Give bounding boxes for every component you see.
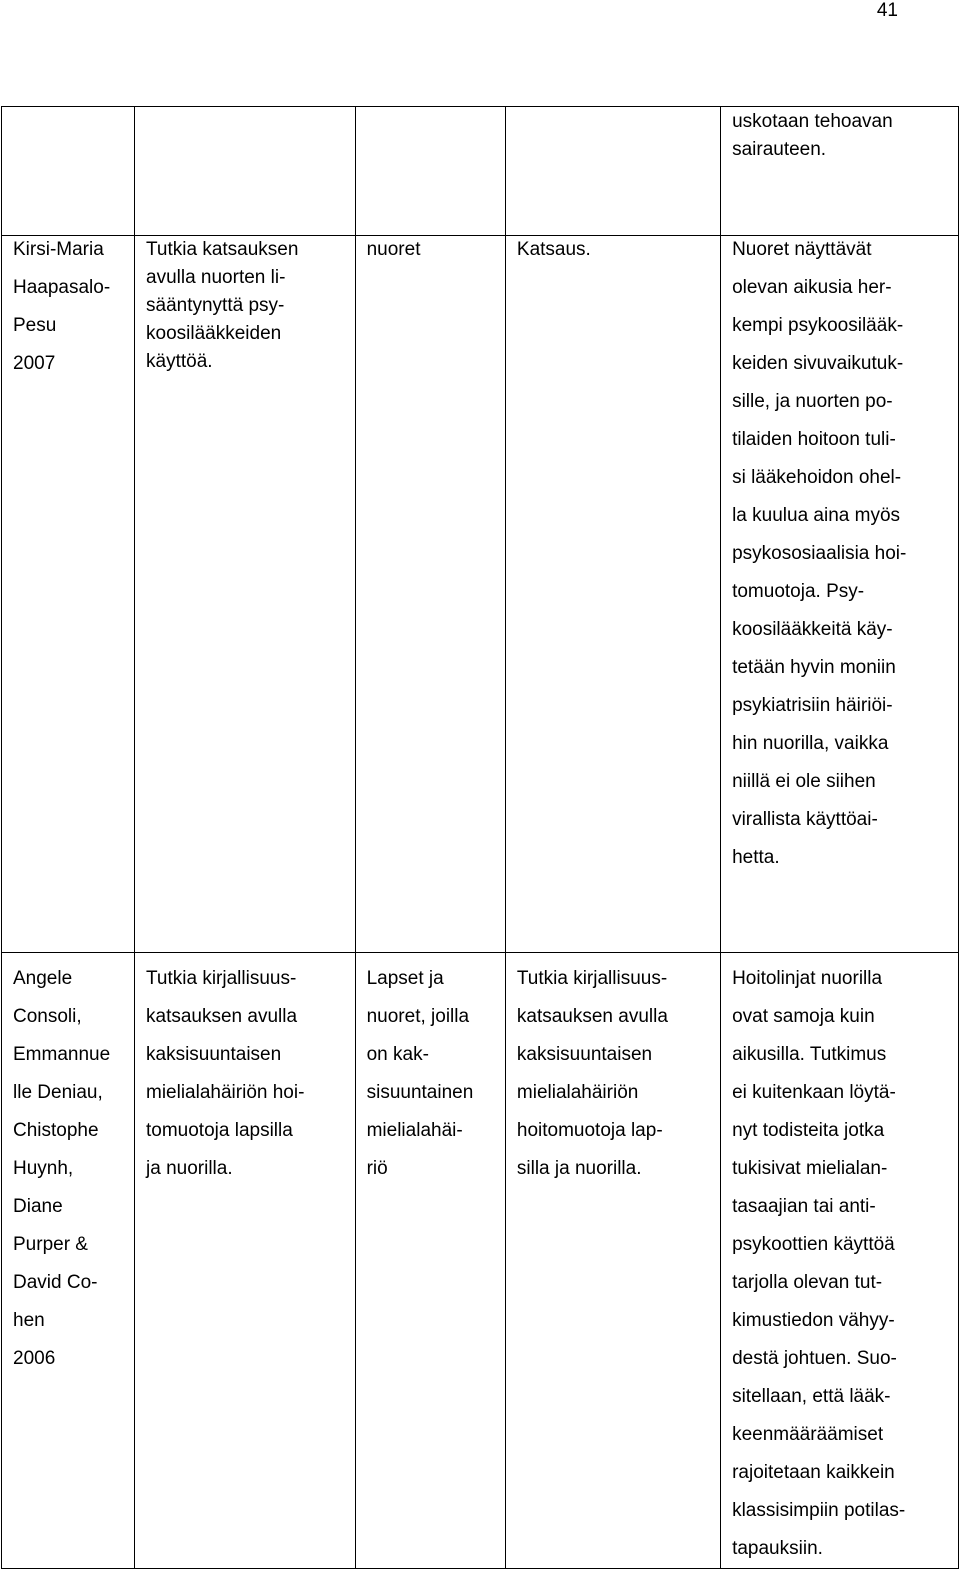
research-table — [1, 106, 959, 1569]
cell-text-line: virallista käyttöai- — [732, 809, 878, 830]
cell-text-line: kempi psykoosilääk- — [732, 315, 904, 336]
cell-text-line: kimustiedon vähyy- — [732, 1310, 895, 1331]
author-cell — [2, 953, 135, 1569]
results-cell — [721, 236, 959, 953]
cell-text-line: tasaajian tai anti- — [732, 1196, 876, 1217]
cell-text-line: Nuoret näyttävät — [732, 239, 872, 260]
author-cell — [2, 236, 135, 953]
cell-text-line: Lapset ja — [366, 968, 444, 989]
cell-text-line: Pesu — [13, 315, 57, 336]
cell-text-line: Purper & — [13, 1234, 88, 1255]
cell-text-line: nyt todisteita jotka — [732, 1120, 885, 1141]
cell-text-line: Katsaus. — [516, 239, 591, 260]
cell-text-line: avulla nuorten li- — [146, 267, 286, 288]
cell-text-line: sairauteen. — [732, 139, 827, 160]
cell-text-line: keenmääräämiset — [732, 1424, 884, 1445]
method-cell — [505, 107, 720, 236]
cell-text-line: psykososiaalisia hoi- — [732, 543, 907, 564]
page-number: 41 — [876, 0, 898, 21]
cell-text-line: tapauksiin. — [732, 1538, 823, 1559]
method-cell — [505, 236, 720, 953]
cell-text-line: hen — [13, 1310, 45, 1331]
cell-text-line: psykiatrisiin häiriöi- — [732, 695, 893, 716]
cell-text-line: nuoret, joilla — [366, 1006, 470, 1027]
aim-cell — [135, 953, 356, 1569]
aim-cell — [135, 107, 356, 236]
cell-text-line: si lääkehoidon ohel- — [732, 467, 902, 488]
cell-text-line: sisuuntainen — [366, 1082, 474, 1103]
cell-text-line: olevan aikusia her- — [732, 277, 892, 298]
subjects-cell — [355, 953, 505, 1569]
cell-text-line: klassisimpiin potilas- — [732, 1500, 906, 1521]
cell-text-line: mielialahäiriön hoi- — [146, 1082, 305, 1103]
cell-text-line: Haapasalo- — [13, 277, 111, 298]
cell-text-line: tarjolla olevan tut- — [732, 1272, 883, 1293]
subjects-cell — [355, 236, 505, 953]
cell-text-line: katsauksen avulla — [516, 1006, 668, 1027]
cell-text-line: keiden sivuvaikutuk- — [732, 353, 904, 374]
cell-text-line: mielialahäiriön — [516, 1082, 639, 1103]
cell-text-line: Diane — [13, 1196, 63, 1217]
cell-text-line: hin nuorilla, vaikka — [732, 733, 889, 754]
results-cell — [721, 953, 959, 1569]
cell-text-line: David Co- — [13, 1272, 98, 1293]
cell-text-line: Tutkia katsauksen — [146, 239, 299, 260]
table-row — [2, 953, 959, 1569]
table-row — [2, 107, 959, 236]
cell-text-line: uskotaan tehoavan — [732, 111, 893, 132]
cell-text-line: lle Deniau, — [13, 1082, 103, 1103]
cell-text-line: riö — [366, 1158, 388, 1179]
cell-text-line: tomuotoja lapsilla — [146, 1120, 293, 1141]
cell-text-line: Hoitolinjat nuorilla — [732, 968, 883, 989]
cell-text-line: sääntynyttä psy- — [146, 295, 285, 316]
cell-text-line: la kuulua aina myös — [732, 505, 901, 526]
cell-text-line: ovat samoja kuin — [732, 1006, 875, 1027]
cell-text-line: katsauksen avulla — [146, 1006, 298, 1027]
cell-text-line: koosilääkkeitä käy- — [732, 619, 893, 640]
cell-text-line: Tutkia kirjallisuus- — [146, 968, 297, 989]
cell-text-line: niillä ei ole siihen — [732, 771, 876, 792]
cell-text-line: mielialahäi- — [366, 1120, 463, 1141]
cell-text-line: tomuotoja. Psy- — [732, 581, 865, 602]
cell-text-line: silla ja nuorilla. — [516, 1158, 642, 1179]
cell-text-line: ei kuitenkaan löytä- — [732, 1082, 896, 1103]
cell-text-line: destä johtuen. Suo- — [732, 1348, 897, 1369]
cell-text-line: hoitomuotoja lap- — [516, 1120, 663, 1141]
cell-text-line: koosilääkkeiden — [146, 323, 282, 344]
cell-text-line: tukisivat mielialan- — [732, 1158, 888, 1179]
cell-text-line: 2006 — [13, 1348, 56, 1369]
cell-text-line: Angele — [13, 968, 73, 989]
subjects-cell — [355, 107, 505, 236]
cell-text-line: Consoli, — [13, 1006, 82, 1027]
cell-text-line: Emmannue — [13, 1044, 111, 1065]
author-cell — [2, 107, 135, 236]
cell-text-line: ja nuorilla. — [146, 1158, 233, 1179]
cell-text-line: Tutkia kirjallisuus- — [516, 968, 668, 989]
cell-text-line: Chistophe — [13, 1120, 99, 1141]
cell-text-line: hetta. — [732, 847, 780, 868]
cell-text-line: kaksisuuntaisen — [146, 1044, 282, 1065]
cell-text-line: psykoottien käyttöä — [732, 1234, 895, 1255]
cell-text-line: rajoitetaan kaikkein — [732, 1462, 895, 1483]
cell-text-line: 2007 — [13, 353, 56, 374]
cell-text-line: Kirsi-Maria — [13, 239, 104, 260]
cell-text-line: kaksisuuntaisen — [516, 1044, 653, 1065]
cell-text-line: tilaiden hoitoon tuli- — [732, 429, 896, 450]
cell-text-line: aikusilla. Tutkimus — [732, 1044, 887, 1065]
results-cell — [721, 107, 959, 236]
method-cell — [505, 953, 720, 1569]
cell-text-line: Huynh, — [13, 1158, 74, 1179]
cell-text-line: käyttöä. — [146, 351, 213, 372]
cell-text-line: sitellaan, että lääk- — [732, 1386, 891, 1407]
cell-text-line: nuoret — [366, 239, 421, 260]
cell-text-line: on kak- — [366, 1044, 429, 1065]
cell-text-line: sille, ja nuorten po- — [732, 391, 893, 412]
table-row — [2, 236, 959, 953]
cell-text-line: tetään hyvin moniin — [732, 657, 896, 678]
aim-cell — [135, 236, 356, 953]
